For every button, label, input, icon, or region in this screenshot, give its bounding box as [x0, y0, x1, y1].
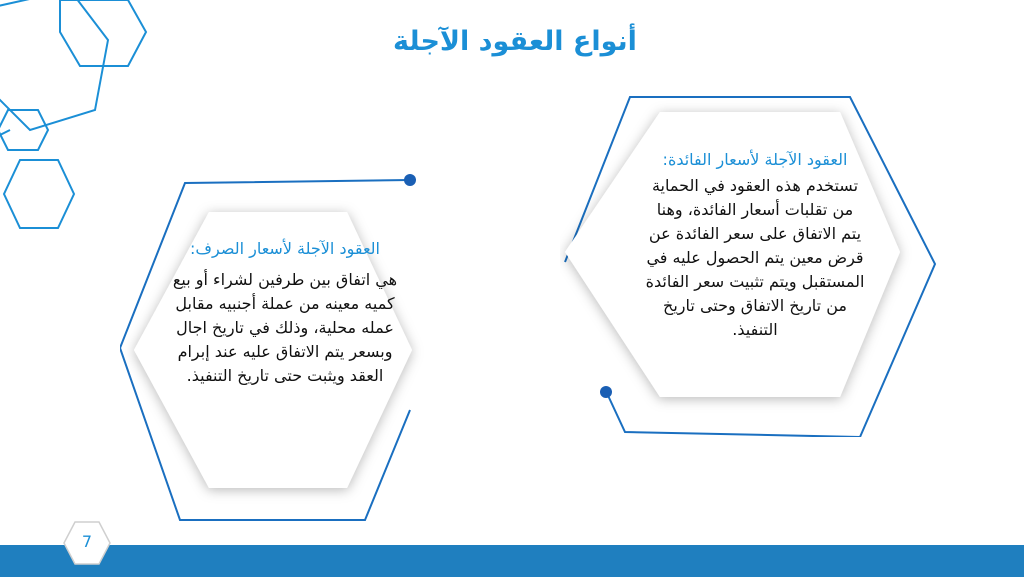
connector-dot — [404, 174, 416, 186]
card-heading: العقود الآجلة لأسعار الصرف: — [190, 239, 380, 258]
page-title: أنواع العقود الآجلة — [393, 26, 637, 57]
card-interest-forwards — [560, 92, 940, 437]
connector-dot — [600, 386, 612, 398]
card-fx-forwards — [120, 170, 430, 525]
page-number-badge — [62, 520, 112, 566]
card-body: هي اتفاق بين طرفين لشراء أو بيع كميه معينه من عملة أجنبيه مقابل عمله محلية، وذلك في تاريخ اجال وبسعر يتم الاتفاق عليه عند إبرام العقد ويثبت حتى تاريخ التنفيذ. — [172, 270, 398, 385]
footer-bar — [0, 545, 1024, 577]
card-body: تستخدم هذه العقود في الحماية من تقلبات أسعار الفائدة، وهنا يتم الاتفاق على سعر الفائدة عن قرض معين يتم الحصول عليه في المستقبل ويتم تثبيت سعر الفائدة من تاريخ الاتفاق وحتى تاريخ التنفيذ. — [645, 176, 865, 339]
card-heading: العقود الآجلة لأسعار الفائدة: — [662, 150, 848, 169]
page-number: 7 — [81, 532, 93, 551]
